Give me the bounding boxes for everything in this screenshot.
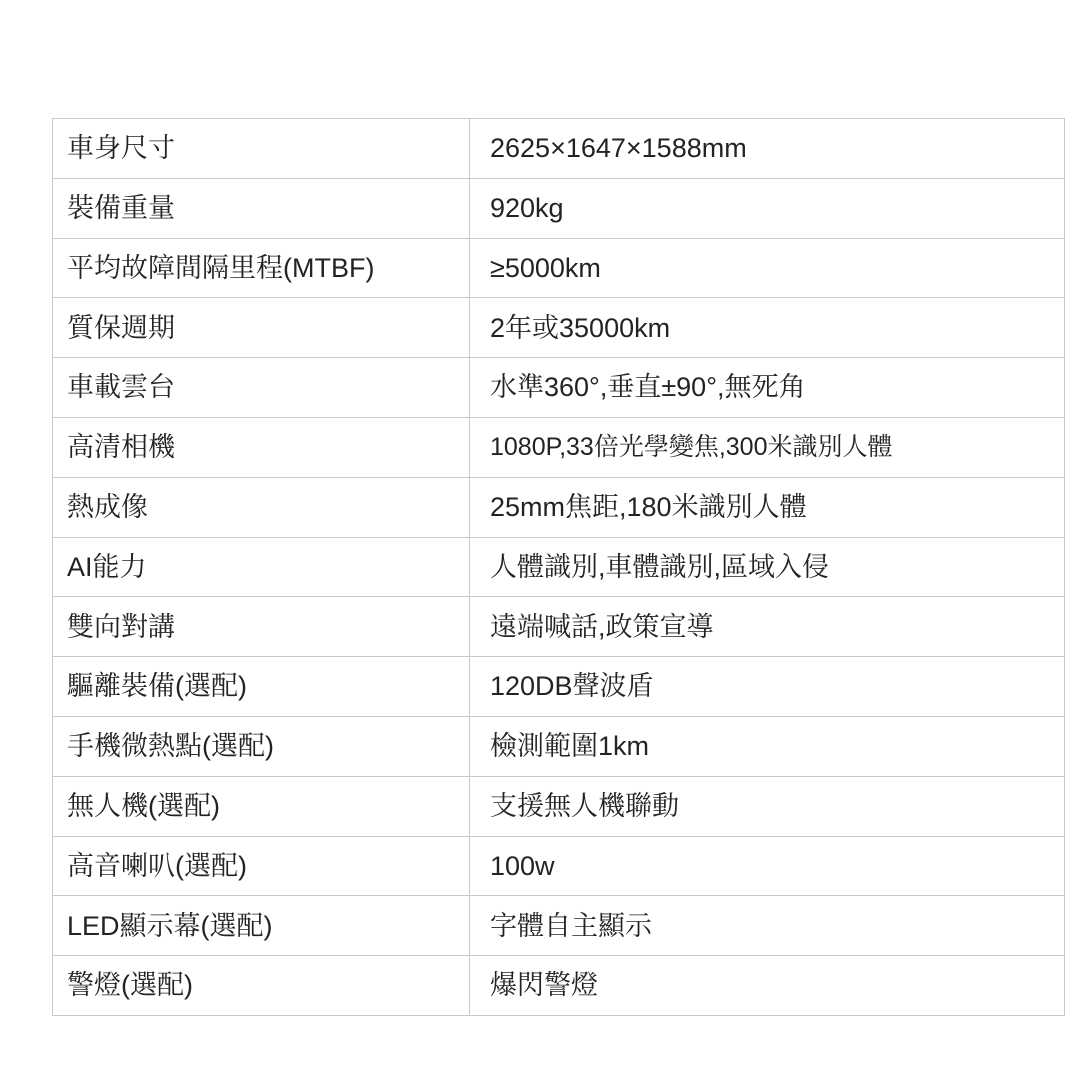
spec-value: 2625×1647×1588mm bbox=[470, 119, 1065, 179]
spec-label: 熱成像 bbox=[53, 477, 470, 537]
spec-value: 支援無人機聯動 bbox=[470, 776, 1065, 836]
spec-value: 2年或35000km bbox=[470, 298, 1065, 358]
table-row bbox=[53, 537, 1065, 597]
table-body bbox=[53, 119, 1065, 1016]
spec-value: 100w bbox=[470, 836, 1065, 896]
spec-label: 無人機(選配) bbox=[53, 776, 470, 836]
spec-value: 25mm焦距,180米識別人體 bbox=[470, 477, 1065, 537]
spec-value: 人體識別,車體識別,區域入侵 bbox=[470, 537, 1065, 597]
spec-label: 高清相機 bbox=[53, 417, 470, 477]
spec-label: 平均故障間隔里程(MTBF) bbox=[53, 238, 470, 298]
table-row bbox=[53, 358, 1065, 418]
table-row bbox=[53, 597, 1065, 657]
spec-value: 遠端喊話,政策宣導 bbox=[470, 597, 1065, 657]
spec-label: 裝備重量 bbox=[53, 178, 470, 238]
table-row bbox=[53, 776, 1065, 836]
table-row bbox=[53, 238, 1065, 298]
specification-table bbox=[52, 118, 1065, 1016]
table-row bbox=[53, 896, 1065, 956]
spec-label: 車載雲台 bbox=[53, 358, 470, 418]
spec-value: 120DB聲波盾 bbox=[470, 657, 1065, 717]
table-row bbox=[53, 417, 1065, 477]
spec-value: ≥5000km bbox=[470, 238, 1065, 298]
table-row bbox=[53, 716, 1065, 776]
table-row bbox=[53, 956, 1065, 1016]
spec-label: 車身尺寸 bbox=[53, 119, 470, 179]
spec-label: 質保週期 bbox=[53, 298, 470, 358]
table-row bbox=[53, 477, 1065, 537]
spec-label: 警燈(選配) bbox=[53, 956, 470, 1016]
table-row bbox=[53, 178, 1065, 238]
spec-label: 手機微熱點(選配) bbox=[53, 716, 470, 776]
spec-label: 高音喇叭(選配) bbox=[53, 836, 470, 896]
spec-value: 檢測範圍1km bbox=[470, 716, 1065, 776]
spec-label: 驅離裝備(選配) bbox=[53, 657, 470, 717]
table-row bbox=[53, 836, 1065, 896]
table-row bbox=[53, 657, 1065, 717]
spec-value: 920kg bbox=[470, 178, 1065, 238]
spec-value: 水準360°,垂直±90°,無死角 bbox=[470, 358, 1065, 418]
spec-value: 爆閃警燈 bbox=[470, 956, 1065, 1016]
spec-label: 雙向對講 bbox=[53, 597, 470, 657]
spec-value: 字體自主顯示 bbox=[470, 896, 1065, 956]
table-row bbox=[53, 298, 1065, 358]
spec-value: 1080P,33倍光學變焦,300米識別人體 bbox=[470, 417, 1065, 477]
table-row bbox=[53, 119, 1065, 179]
spec-label: AI能力 bbox=[53, 537, 470, 597]
spec-label: LED顯示幕(選配) bbox=[53, 896, 470, 956]
